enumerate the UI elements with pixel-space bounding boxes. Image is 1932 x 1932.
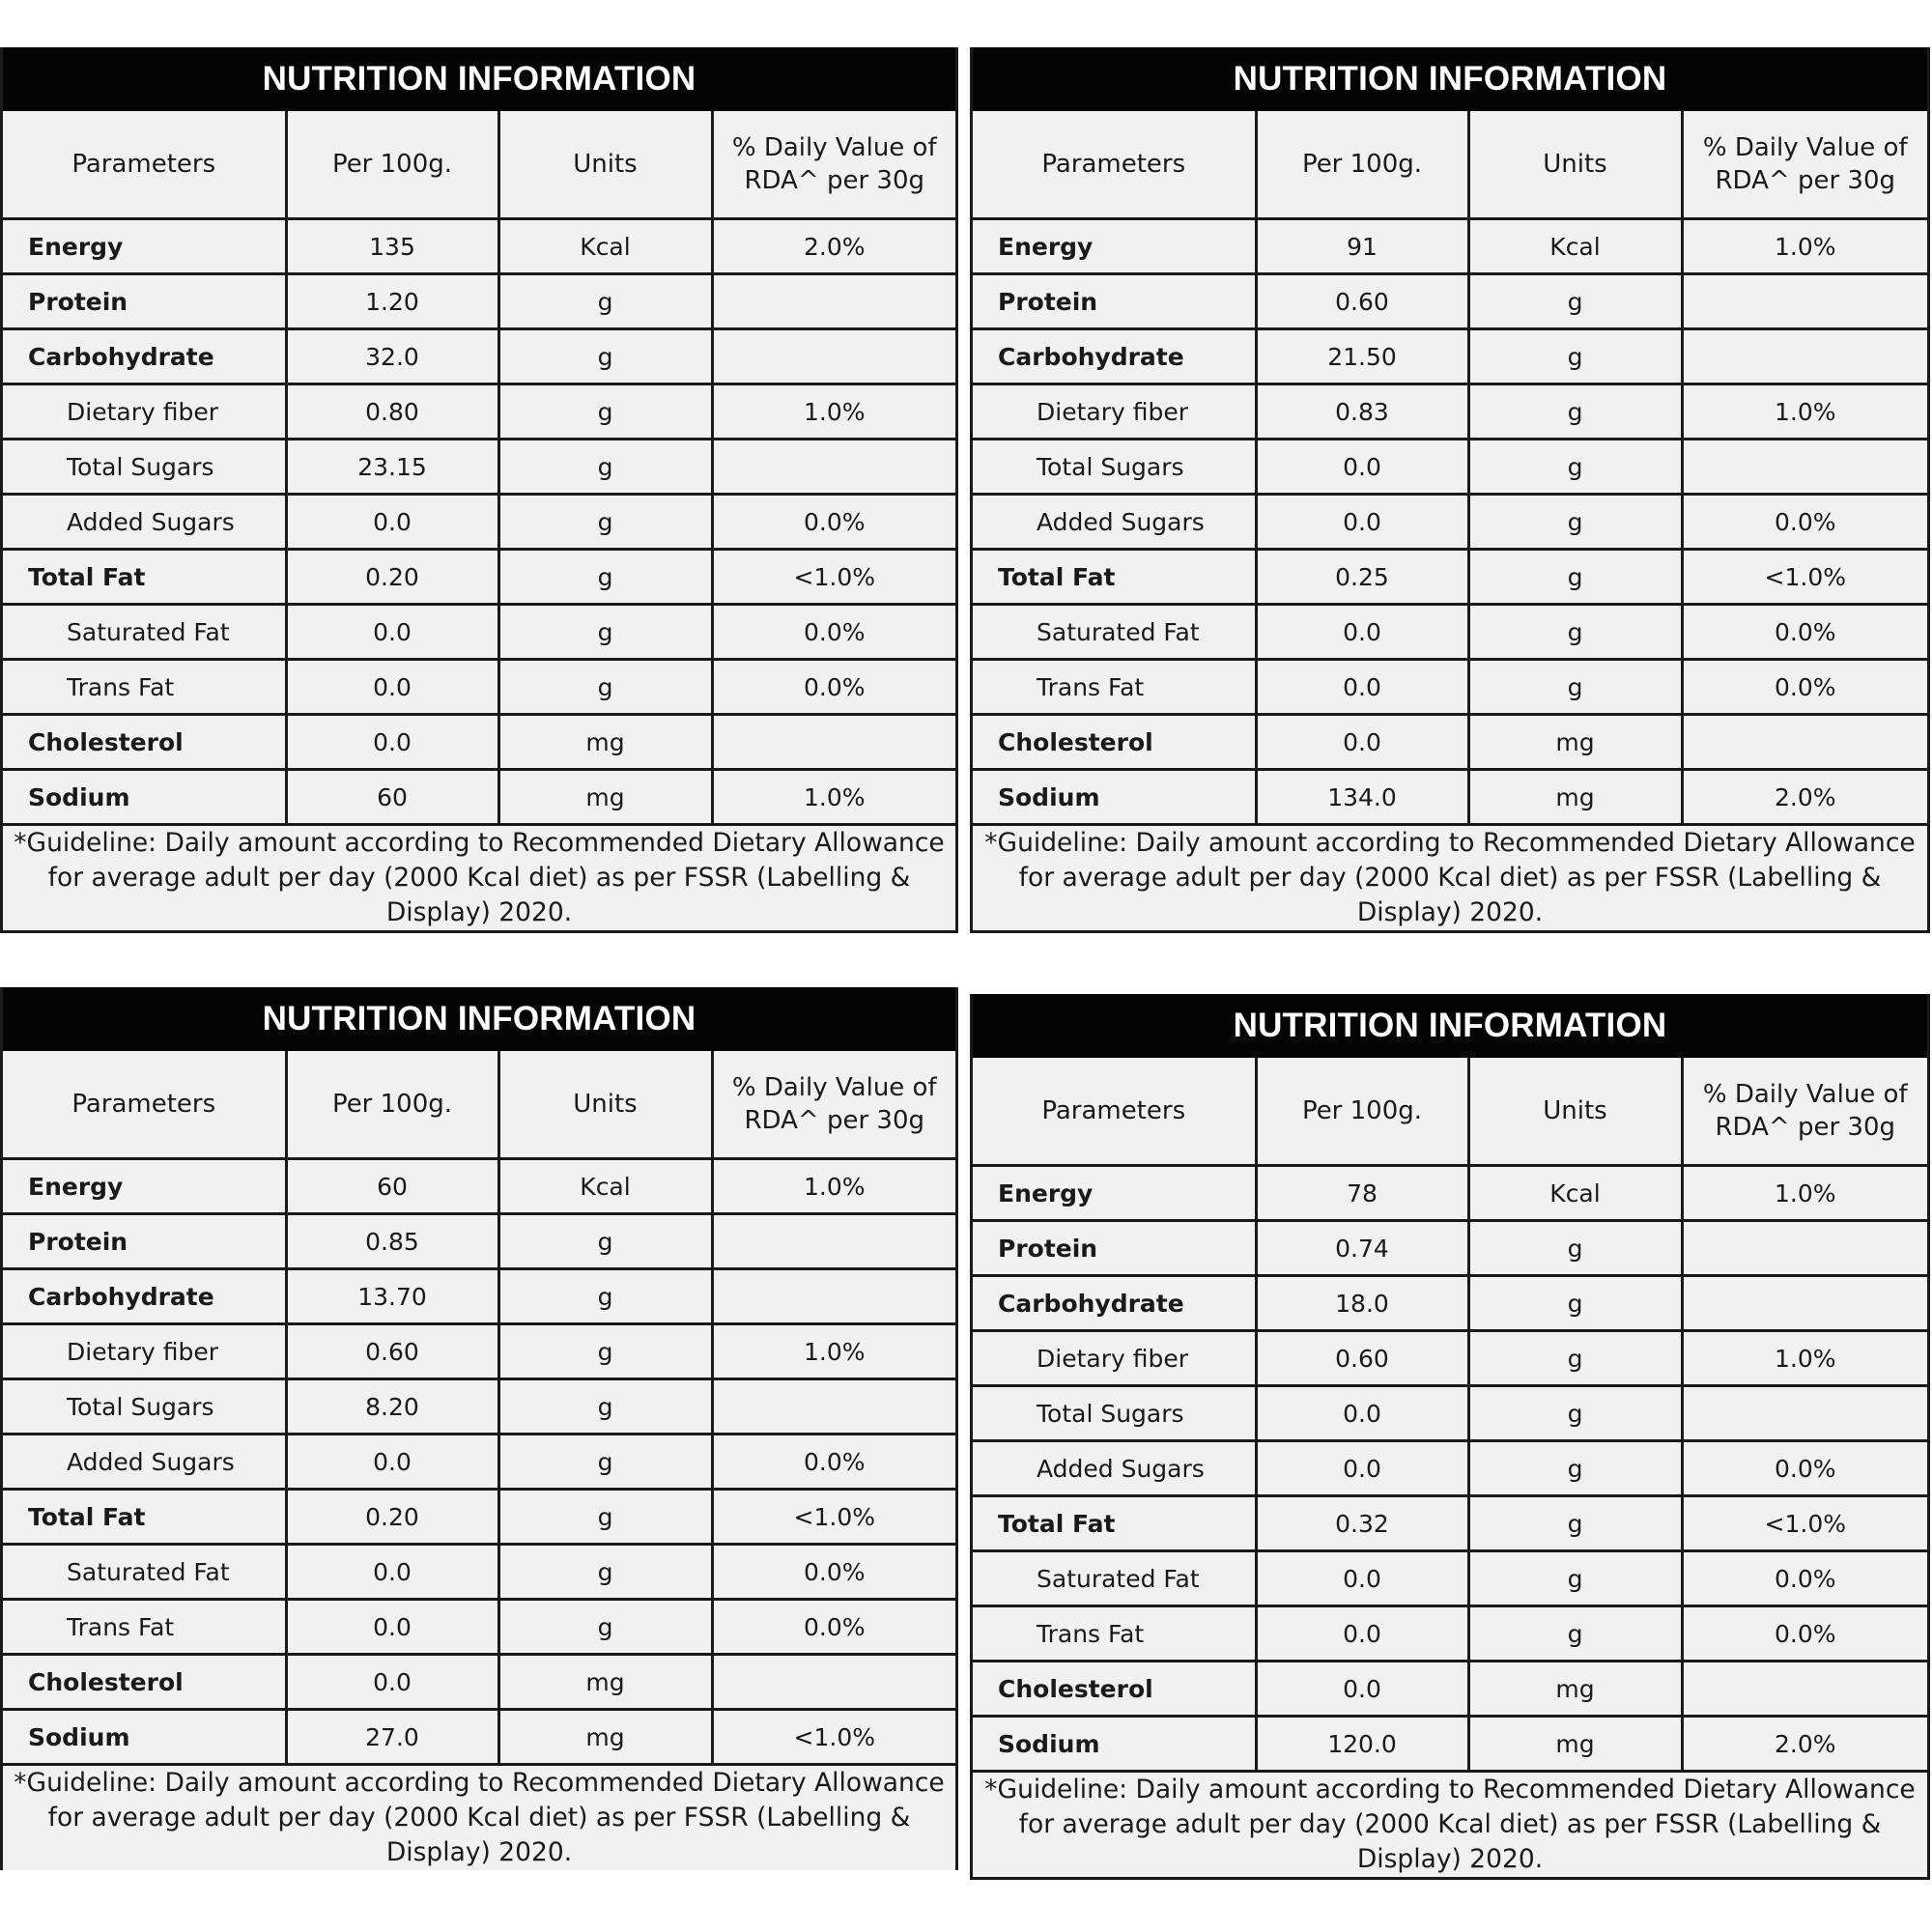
cell-unit: g bbox=[498, 1379, 712, 1435]
header-units: Units bbox=[498, 111, 712, 219]
cell-daily-value bbox=[712, 440, 955, 495]
cell-unit: g bbox=[1468, 1551, 1682, 1606]
cell-unit: g bbox=[1468, 1221, 1682, 1276]
table-row bbox=[3, 715, 955, 770]
cell-daily-value bbox=[712, 329, 955, 384]
nutrition-table bbox=[973, 1058, 1927, 1773]
guideline-footnote: *Guideline: Daily amount according to Recommended Dietary Allowance for average adult per day (2000 Kcal diet) as per FSSR (Labelling & Display) 2020. bbox=[984, 828, 1916, 927]
cell-per-100g: 0.20 bbox=[286, 550, 498, 605]
cell-per-100g: 18.0 bbox=[1256, 1276, 1468, 1331]
cell-per-100g: 0.85 bbox=[286, 1214, 498, 1269]
table-row bbox=[3, 1600, 955, 1655]
cell-per-100g: 0.0 bbox=[286, 495, 498, 550]
cell-parameter: Carbohydrate bbox=[973, 1276, 1256, 1331]
cell-parameter: Total Sugars bbox=[973, 440, 1256, 495]
cell-per-100g: 0.60 bbox=[286, 1324, 498, 1379]
cell-unit: g bbox=[498, 384, 712, 440]
header-daily-value: % Daily Value of RDA^ per 30g bbox=[1682, 1058, 1927, 1166]
table-row bbox=[973, 1221, 1927, 1276]
table-row bbox=[3, 1435, 955, 1490]
cell-per-100g: 0.60 bbox=[1256, 274, 1468, 329]
cell-parameter: Saturated Fat bbox=[3, 605, 286, 660]
header-parameters: Parameters bbox=[3, 1051, 286, 1159]
cell-per-100g: 134.0 bbox=[1256, 770, 1468, 825]
table-row bbox=[3, 384, 955, 440]
panel-title: NUTRITION INFORMATION bbox=[973, 47, 1927, 111]
cell-per-100g: 13.70 bbox=[286, 1269, 498, 1324]
cell-daily-value: <1.0% bbox=[1682, 1496, 1927, 1551]
cell-parameter: Protein bbox=[3, 274, 286, 329]
cell-parameter: Added Sugars bbox=[973, 1441, 1256, 1496]
header-parameters: Parameters bbox=[973, 111, 1256, 219]
panel-title: NUTRITION INFORMATION bbox=[3, 987, 955, 1051]
cell-per-100g: 0.0 bbox=[1256, 495, 1468, 550]
cell-daily-value bbox=[712, 1269, 955, 1324]
cell-daily-value: <1.0% bbox=[712, 1710, 955, 1765]
cell-unit: g bbox=[498, 329, 712, 384]
cell-per-100g: 1.20 bbox=[286, 274, 498, 329]
cell-parameter: Trans Fat bbox=[3, 1600, 286, 1655]
cell-per-100g: 0.83 bbox=[1256, 384, 1468, 440]
cell-per-100g: 0.25 bbox=[1256, 550, 1468, 605]
header-row bbox=[973, 111, 1927, 219]
cell-per-100g: 0.0 bbox=[286, 660, 498, 715]
table-row bbox=[3, 1655, 955, 1710]
cell-unit: g bbox=[498, 274, 712, 329]
table-row bbox=[3, 495, 955, 550]
cell-daily-value bbox=[712, 1379, 955, 1435]
nutrition-table bbox=[3, 1051, 955, 1766]
nutrition-panel bbox=[970, 47, 1930, 933]
cell-parameter: Added Sugars bbox=[3, 495, 286, 550]
panel-title: NUTRITION INFORMATION bbox=[973, 994, 1927, 1058]
cell-unit: g bbox=[1468, 384, 1682, 440]
cell-per-100g: 60 bbox=[286, 770, 498, 825]
cell-parameter: Cholesterol bbox=[3, 1655, 286, 1710]
header-daily-value: % Daily Value of RDA^ per 30g bbox=[1682, 111, 1927, 219]
cell-daily-value: 0.0% bbox=[1682, 1441, 1927, 1496]
cell-parameter: Total Sugars bbox=[3, 1379, 286, 1435]
cell-parameter: Cholesterol bbox=[973, 715, 1256, 770]
cell-parameter: Dietary fiber bbox=[973, 384, 1256, 440]
nutrition-table bbox=[973, 111, 1927, 826]
cell-per-100g: 0.0 bbox=[1256, 660, 1468, 715]
cell-daily-value: 1.0% bbox=[1682, 219, 1927, 274]
cell-daily-value bbox=[1682, 1386, 1927, 1441]
table-row bbox=[3, 1269, 955, 1324]
header-per-100g: Per 100g. bbox=[286, 111, 498, 219]
cell-parameter: Cholesterol bbox=[3, 715, 286, 770]
cell-unit: mg bbox=[1468, 715, 1682, 770]
cell-unit: mg bbox=[498, 770, 712, 825]
cell-unit: g bbox=[498, 1600, 712, 1655]
header-per-100g: Per 100g. bbox=[286, 1051, 498, 1159]
cell-unit: Kcal bbox=[1468, 219, 1682, 274]
cell-parameter: Sodium bbox=[973, 1717, 1256, 1772]
table-row bbox=[3, 770, 955, 825]
cell-parameter: Total Fat bbox=[973, 1496, 1256, 1551]
table-row bbox=[973, 605, 1927, 660]
cell-parameter: Dietary fiber bbox=[3, 384, 286, 440]
cell-per-100g: 0.80 bbox=[286, 384, 498, 440]
guideline-footnote: *Guideline: Daily amount according to Recommended Dietary Allowance for average adult per day (2000 Kcal diet) as per FSSR (Labelling & Display) 2020. bbox=[14, 828, 945, 927]
cell-parameter: Carbohydrate bbox=[3, 329, 286, 384]
cell-parameter: Trans Fat bbox=[973, 660, 1256, 715]
cell-daily-value bbox=[1682, 715, 1927, 770]
cell-unit: g bbox=[1468, 660, 1682, 715]
guideline-footnote: *Guideline: Daily amount according to Recommended Dietary Allowance for average adult per day (2000 Kcal diet) as per FSSR (Labelling & Display) 2020. bbox=[984, 1775, 1916, 1874]
cell-per-100g: 0.0 bbox=[1256, 605, 1468, 660]
cell-parameter: Energy bbox=[973, 219, 1256, 274]
cell-daily-value bbox=[1682, 1276, 1927, 1331]
table-row bbox=[973, 1386, 1927, 1441]
table-row bbox=[3, 1490, 955, 1545]
cell-unit: g bbox=[498, 1545, 712, 1600]
table-row bbox=[3, 274, 955, 329]
table-row bbox=[973, 274, 1927, 329]
cell-daily-value: <1.0% bbox=[712, 1490, 955, 1545]
cell-unit: g bbox=[498, 1490, 712, 1545]
header-units: Units bbox=[1468, 111, 1682, 219]
table-row bbox=[973, 1496, 1927, 1551]
table-row bbox=[973, 495, 1927, 550]
cell-daily-value bbox=[712, 715, 955, 770]
cell-per-100g: 32.0 bbox=[286, 329, 498, 384]
cell-daily-value: 2.0% bbox=[1682, 770, 1927, 825]
nutrition-table bbox=[3, 111, 955, 826]
cell-parameter: Added Sugars bbox=[973, 495, 1256, 550]
header-row bbox=[3, 111, 955, 219]
cell-per-100g: 0.0 bbox=[1256, 1441, 1468, 1496]
cell-daily-value: 0.0% bbox=[712, 605, 955, 660]
cell-parameter: Dietary fiber bbox=[3, 1324, 286, 1379]
cell-daily-value bbox=[712, 274, 955, 329]
cell-per-100g: 0.0 bbox=[1256, 1386, 1468, 1441]
table-row bbox=[973, 1331, 1927, 1386]
cell-daily-value: 1.0% bbox=[1682, 384, 1927, 440]
cell-unit: g bbox=[1468, 1606, 1682, 1662]
cell-per-100g: 0.0 bbox=[286, 1545, 498, 1600]
table-row bbox=[973, 384, 1927, 440]
cell-unit: g bbox=[1468, 1386, 1682, 1441]
cell-unit: g bbox=[498, 1269, 712, 1324]
cell-daily-value: 1.0% bbox=[712, 770, 955, 825]
table-row bbox=[973, 329, 1927, 384]
table-row bbox=[973, 1717, 1927, 1772]
cell-parameter: Protein bbox=[3, 1214, 286, 1269]
cell-per-100g: 0.20 bbox=[286, 1490, 498, 1545]
table-row bbox=[973, 1166, 1927, 1221]
cell-daily-value: <1.0% bbox=[712, 550, 955, 605]
cell-daily-value bbox=[1682, 274, 1927, 329]
table-row bbox=[973, 770, 1927, 825]
cell-daily-value: 0.0% bbox=[1682, 1551, 1927, 1606]
cell-parameter: Energy bbox=[3, 219, 286, 274]
cell-unit: g bbox=[1468, 329, 1682, 384]
table-row bbox=[973, 440, 1927, 495]
table-row bbox=[973, 660, 1927, 715]
cell-per-100g: 27.0 bbox=[286, 1710, 498, 1765]
cell-per-100g: 21.50 bbox=[1256, 329, 1468, 384]
cell-daily-value: 1.0% bbox=[1682, 1331, 1927, 1386]
cell-per-100g: 120.0 bbox=[1256, 1717, 1468, 1772]
cell-per-100g: 0.0 bbox=[1256, 1551, 1468, 1606]
cell-per-100g: 0.32 bbox=[1256, 1496, 1468, 1551]
header-parameters: Parameters bbox=[973, 1058, 1256, 1166]
table-row bbox=[3, 1324, 955, 1379]
cell-unit: mg bbox=[1468, 1662, 1682, 1717]
cell-daily-value: 0.0% bbox=[712, 1545, 955, 1600]
header-units: Units bbox=[498, 1051, 712, 1159]
nutrition-panel bbox=[0, 47, 958, 933]
cell-per-100g: 0.0 bbox=[1256, 1662, 1468, 1717]
cell-parameter: Added Sugars bbox=[3, 1435, 286, 1490]
cell-daily-value bbox=[712, 1655, 955, 1710]
cell-unit: Kcal bbox=[498, 219, 712, 274]
table-row bbox=[973, 1551, 1927, 1606]
table-row bbox=[3, 660, 955, 715]
table-row bbox=[3, 550, 955, 605]
header-parameters: Parameters bbox=[3, 111, 286, 219]
table-row bbox=[3, 1710, 955, 1765]
cell-parameter: Sodium bbox=[3, 1710, 286, 1765]
cell-unit: mg bbox=[1468, 770, 1682, 825]
cell-daily-value: 1.0% bbox=[712, 1159, 955, 1214]
cell-parameter: Total Fat bbox=[973, 550, 1256, 605]
cell-per-100g: 0.0 bbox=[1256, 440, 1468, 495]
cell-unit: g bbox=[1468, 1331, 1682, 1386]
cell-per-100g: 135 bbox=[286, 219, 498, 274]
header-daily-value: % Daily Value of RDA^ per 30g bbox=[712, 111, 955, 219]
header-per-100g: Per 100g. bbox=[1256, 111, 1468, 219]
cell-unit: g bbox=[498, 1324, 712, 1379]
cell-parameter: Total Sugars bbox=[973, 1386, 1256, 1441]
cell-daily-value: 1.0% bbox=[1682, 1166, 1927, 1221]
cell-unit: g bbox=[498, 495, 712, 550]
cell-parameter: Energy bbox=[973, 1166, 1256, 1221]
nutrition-panel bbox=[0, 987, 958, 1870]
cell-per-100g: 0.60 bbox=[1256, 1331, 1468, 1386]
cell-daily-value: 0.0% bbox=[712, 660, 955, 715]
cell-per-100g: 0.0 bbox=[286, 1600, 498, 1655]
cell-unit: g bbox=[498, 660, 712, 715]
cell-parameter: Cholesterol bbox=[973, 1662, 1256, 1717]
table-row bbox=[973, 1441, 1927, 1496]
nutrition-panel bbox=[970, 994, 1930, 1880]
cell-per-100g: 91 bbox=[1256, 219, 1468, 274]
cell-daily-value bbox=[1682, 1662, 1927, 1717]
cell-per-100g: 0.0 bbox=[1256, 1606, 1468, 1662]
cell-unit: g bbox=[1468, 1441, 1682, 1496]
cell-daily-value bbox=[1682, 440, 1927, 495]
cell-parameter: Sodium bbox=[973, 770, 1256, 825]
cell-per-100g: 0.0 bbox=[286, 1655, 498, 1710]
cell-daily-value: 0.0% bbox=[1682, 495, 1927, 550]
table-row bbox=[3, 1214, 955, 1269]
cell-parameter: Total Sugars bbox=[3, 440, 286, 495]
cell-daily-value: 2.0% bbox=[712, 219, 955, 274]
table-row bbox=[973, 1276, 1927, 1331]
cell-unit: g bbox=[1468, 550, 1682, 605]
cell-daily-value: 0.0% bbox=[712, 1435, 955, 1490]
cell-unit: g bbox=[498, 605, 712, 660]
cell-daily-value bbox=[712, 1214, 955, 1269]
cell-unit: g bbox=[1468, 1276, 1682, 1331]
table-row bbox=[3, 605, 955, 660]
cell-per-100g: 0.0 bbox=[1256, 715, 1468, 770]
cell-parameter: Trans Fat bbox=[973, 1606, 1256, 1662]
table-row bbox=[973, 1606, 1927, 1662]
cell-unit: mg bbox=[498, 715, 712, 770]
cell-daily-value: 0.0% bbox=[1682, 1606, 1927, 1662]
cell-unit: g bbox=[1468, 1496, 1682, 1551]
table-row bbox=[973, 1662, 1927, 1717]
cell-daily-value bbox=[1682, 329, 1927, 384]
cell-daily-value: 1.0% bbox=[712, 1324, 955, 1379]
cell-unit: mg bbox=[1468, 1717, 1682, 1772]
cell-unit: g bbox=[1468, 274, 1682, 329]
cell-unit: Kcal bbox=[498, 1159, 712, 1214]
cell-parameter: Protein bbox=[973, 1221, 1256, 1276]
cell-parameter: Saturated Fat bbox=[3, 1545, 286, 1600]
cell-parameter: Dietary fiber bbox=[973, 1331, 1256, 1386]
table-row bbox=[973, 715, 1927, 770]
cell-parameter: Carbohydrate bbox=[973, 329, 1256, 384]
cell-per-100g: 0.0 bbox=[286, 715, 498, 770]
cell-parameter: Energy bbox=[3, 1159, 286, 1214]
header-per-100g: Per 100g. bbox=[1256, 1058, 1468, 1166]
cell-unit: mg bbox=[498, 1655, 712, 1710]
cell-daily-value bbox=[1682, 1221, 1927, 1276]
cell-parameter: Carbohydrate bbox=[3, 1269, 286, 1324]
cell-per-100g: 8.20 bbox=[286, 1379, 498, 1435]
header-daily-value: % Daily Value of RDA^ per 30g bbox=[712, 1051, 955, 1159]
cell-unit: g bbox=[1468, 605, 1682, 660]
cell-per-100g: 78 bbox=[1256, 1166, 1468, 1221]
cell-parameter: Total Fat bbox=[3, 550, 286, 605]
guideline-footnote: *Guideline: Daily amount according to Recommended Dietary Allowance for average adult per day (2000 Kcal diet) as per FSSR (Labelling & Display) 2020. bbox=[14, 1768, 945, 1867]
cell-parameter: Trans Fat bbox=[3, 660, 286, 715]
cell-unit: g bbox=[498, 440, 712, 495]
cell-unit: Kcal bbox=[1468, 1166, 1682, 1221]
table-row bbox=[3, 440, 955, 495]
table-row bbox=[973, 550, 1927, 605]
cell-unit: mg bbox=[498, 1710, 712, 1765]
cell-unit: g bbox=[498, 1214, 712, 1269]
cell-unit: g bbox=[1468, 495, 1682, 550]
table-row bbox=[3, 219, 955, 274]
cell-unit: g bbox=[1468, 440, 1682, 495]
cell-unit: g bbox=[498, 1435, 712, 1490]
cell-daily-value: 1.0% bbox=[712, 384, 955, 440]
panel-title: NUTRITION INFORMATION bbox=[3, 47, 955, 111]
cell-daily-value: 2.0% bbox=[1682, 1717, 1927, 1772]
cell-parameter: Protein bbox=[973, 274, 1256, 329]
cell-daily-value: 0.0% bbox=[1682, 605, 1927, 660]
cell-parameter: Total Fat bbox=[3, 1490, 286, 1545]
cell-per-100g: 0.0 bbox=[286, 605, 498, 660]
header-units: Units bbox=[1468, 1058, 1682, 1166]
cell-per-100g: 0.0 bbox=[286, 1435, 498, 1490]
cell-parameter: Saturated Fat bbox=[973, 1551, 1256, 1606]
table-row bbox=[3, 1159, 955, 1214]
table-row bbox=[973, 219, 1927, 274]
header-row bbox=[3, 1051, 955, 1159]
cell-daily-value: 0.0% bbox=[1682, 660, 1927, 715]
cell-parameter: Saturated Fat bbox=[973, 605, 1256, 660]
cell-per-100g: 23.15 bbox=[286, 440, 498, 495]
cell-per-100g: 60 bbox=[286, 1159, 498, 1214]
cell-daily-value: <1.0% bbox=[1682, 550, 1927, 605]
header-row bbox=[973, 1058, 1927, 1166]
cell-unit: g bbox=[498, 550, 712, 605]
cell-parameter: Sodium bbox=[3, 770, 286, 825]
cell-per-100g: 0.74 bbox=[1256, 1221, 1468, 1276]
cell-daily-value: 0.0% bbox=[712, 1600, 955, 1655]
cell-daily-value: 0.0% bbox=[712, 495, 955, 550]
table-row bbox=[3, 1545, 955, 1600]
table-row bbox=[3, 1379, 955, 1435]
table-row bbox=[3, 329, 955, 384]
